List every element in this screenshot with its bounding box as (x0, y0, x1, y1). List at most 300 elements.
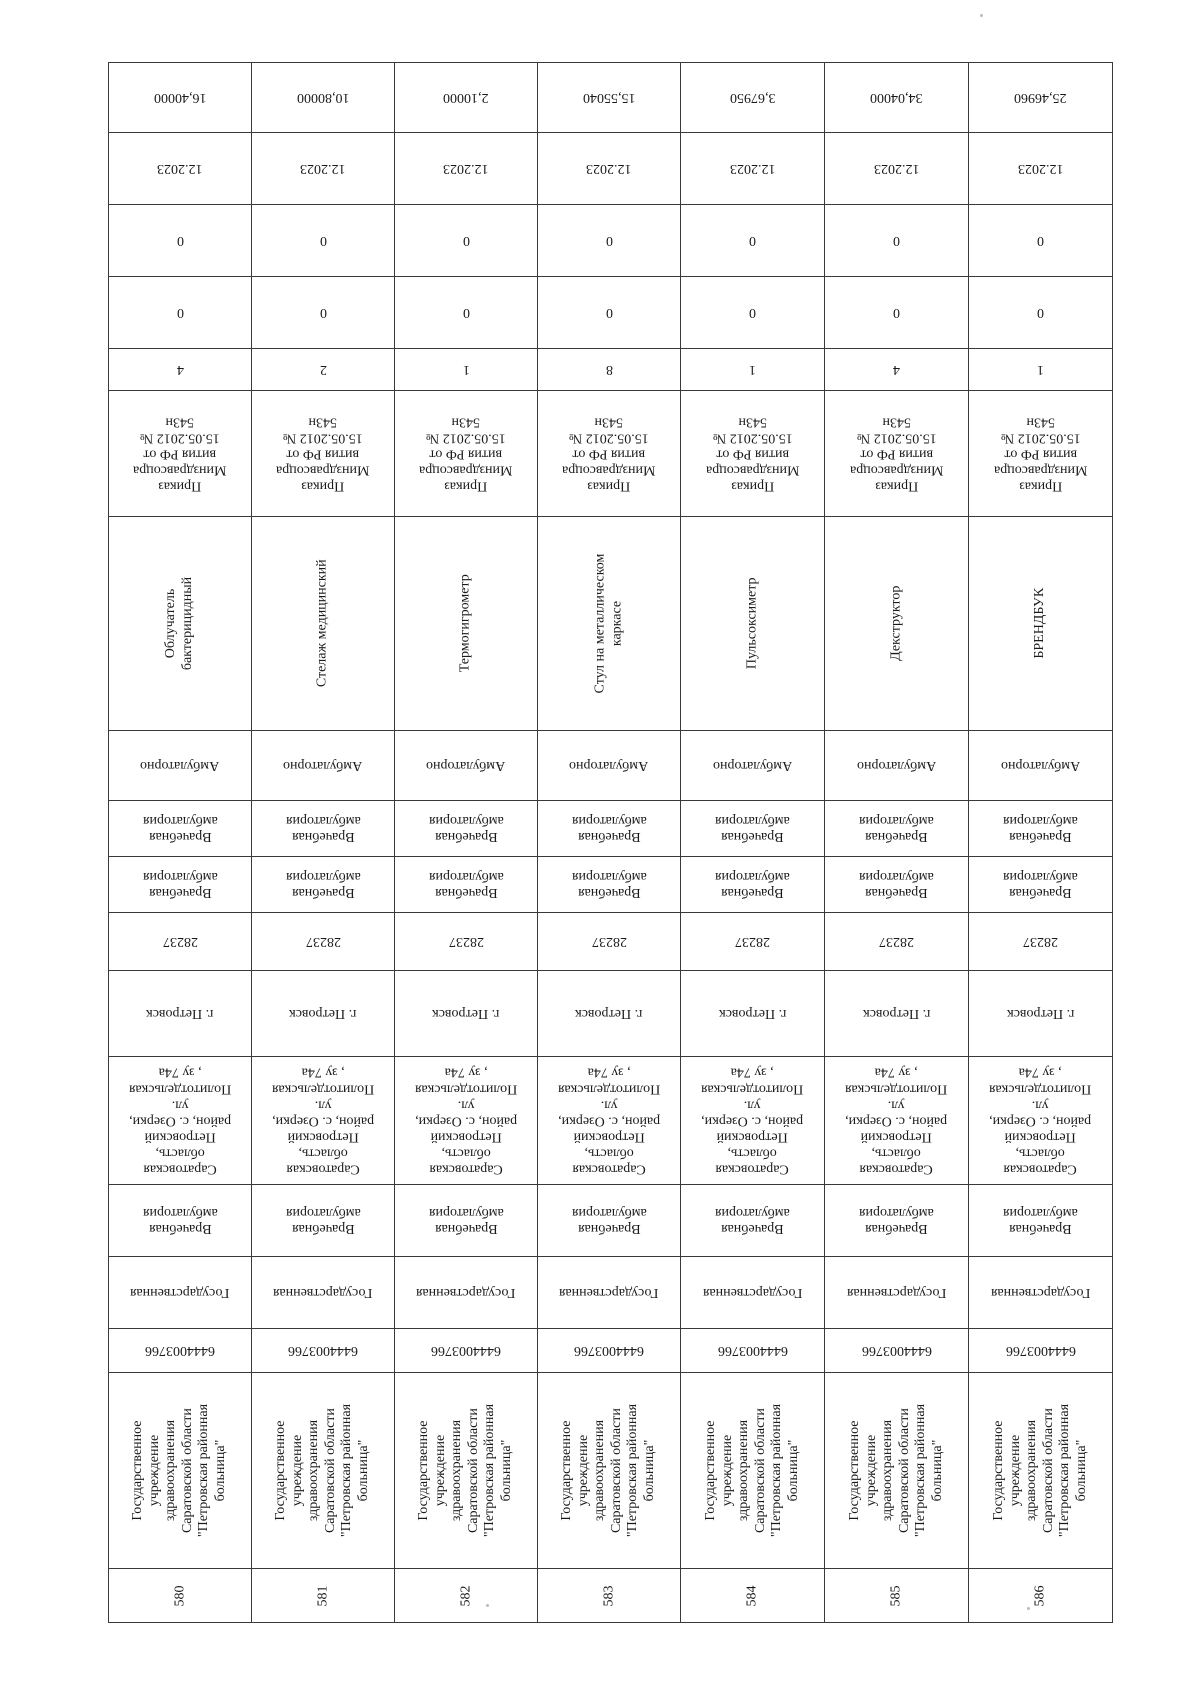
cell-text (893, 361, 900, 377)
cell-text (273, 1284, 372, 1300)
text-line: г. Петровск (862, 1006, 931, 1022)
text-line: Врачебная (291, 1221, 355, 1237)
text-line: "Петровская районная (1057, 1403, 1073, 1538)
cell-legal-basis (538, 391, 681, 517)
text-line: Врачебная (291, 885, 355, 901)
cell-text (845, 1064, 947, 1177)
cell-text (718, 1342, 788, 1358)
cell-text (859, 868, 934, 900)
text-line: амбулатория (1003, 1205, 1078, 1221)
cell-text (735, 933, 770, 949)
cell-quantity (252, 349, 395, 391)
text-line: Врачебная (1009, 829, 1072, 845)
cell-zero-a (395, 205, 538, 277)
cell-text (715, 868, 790, 900)
text-line: вития РФ от (429, 446, 503, 462)
text-line: больница" (785, 1439, 801, 1502)
text-line: 543н (308, 414, 338, 430)
text-line: Петровский (144, 1129, 216, 1145)
cell-text (592, 933, 627, 949)
text-line: 2 (319, 362, 327, 378)
text-line: Амбулаторно (856, 758, 937, 774)
text-line: г. Петровск (718, 1006, 787, 1022)
text-line: Врачебная (1009, 1221, 1072, 1237)
cell-zero-b (681, 277, 825, 349)
text-line: Государственная (273, 1285, 373, 1301)
cell-organization (538, 1373, 681, 1569)
cell-text (297, 89, 350, 105)
text-line: 586 (1032, 1585, 1048, 1606)
cell-text (458, 1585, 474, 1606)
cell-subdivision-c (825, 1185, 969, 1257)
text-line: 28237 (305, 934, 341, 950)
text-line: учреждение (863, 1434, 879, 1507)
table-row (109, 913, 1113, 971)
cell-text (1037, 304, 1044, 320)
text-line: г. Петровск (1006, 1006, 1075, 1022)
cell-postal-code (538, 913, 681, 971)
text-line: Врачебная (577, 885, 641, 901)
text-line: Государственная (416, 1285, 516, 1301)
text-line: район, с. Озерки, (414, 1113, 518, 1129)
cell-inn (109, 1329, 252, 1373)
text-line: 28237 (1023, 934, 1058, 950)
cell-ownership (109, 1257, 252, 1329)
cell-text (416, 1404, 515, 1537)
text-line: 0 (462, 305, 470, 321)
text-line: Амбулаторно (426, 758, 506, 774)
cell-equipment-name (825, 517, 969, 731)
text-line: 0 (893, 233, 900, 249)
text-line: 1 (749, 362, 756, 378)
cell-subdivision-c (681, 1185, 825, 1257)
cell-text (575, 1005, 642, 1021)
cell-text (874, 160, 920, 176)
cell-text (713, 757, 792, 773)
text-line: Приказ (1019, 478, 1062, 494)
cell-text (1023, 933, 1058, 949)
text-line: 15.05.2012 № (140, 430, 220, 446)
cell-text (163, 577, 196, 670)
cell-period (681, 133, 825, 205)
cell-text (463, 232, 470, 248)
cell-subdivision-b (538, 857, 681, 913)
text-line: здравоохранения (163, 1419, 179, 1522)
cell-ownership (969, 1257, 1113, 1329)
cell-subdivision-a (252, 801, 395, 857)
cell-text (429, 1204, 504, 1236)
cell-text (419, 413, 513, 493)
table-row (109, 517, 1113, 731)
cell-text (559, 1284, 658, 1300)
cell-text (143, 1204, 218, 1236)
cell-care-condition (395, 731, 538, 801)
text-line: 15.05.2012 № (569, 430, 649, 446)
text-line: амбулатория (285, 869, 361, 885)
text-line: здравоохранения (735, 1419, 751, 1522)
cell-text (847, 1404, 946, 1537)
text-line: Врачебная (291, 829, 355, 845)
text-line: учреждение (289, 1434, 305, 1507)
text-line: Амбулаторно (1000, 758, 1081, 774)
cell-text (749, 304, 756, 320)
cell-text (415, 1064, 517, 1177)
text-line: 0 (1037, 305, 1044, 321)
text-line: Саратовская (859, 1161, 934, 1177)
cell-text (272, 1064, 374, 1177)
text-line: ул. (888, 1097, 905, 1113)
text-line: 12.2023 (300, 161, 346, 177)
text-line: ул. (1032, 1097, 1049, 1113)
cell-text (458, 575, 475, 673)
text-line: Саратовской области (1040, 1408, 1056, 1533)
text-line: Государственное (846, 1420, 862, 1521)
cell-text (715, 1204, 790, 1236)
cell-text (289, 1005, 356, 1021)
text-line: Врачебная (148, 885, 212, 901)
text-line: Государственная (846, 1285, 947, 1301)
text-line: амбулатория (428, 869, 504, 885)
text-line: 0 (749, 305, 756, 321)
text-line: "Петровская районная (196, 1403, 212, 1538)
cell-text (1001, 757, 1080, 773)
text-line: Врачебная (1009, 885, 1072, 901)
text-line: 2,10000 (443, 90, 489, 106)
text-line: район, с. Озерки, (701, 1113, 804, 1129)
text-line: Саратовской области (752, 1408, 768, 1533)
text-line: 580 (172, 1585, 187, 1606)
text-line: Стелаж медицинский (314, 559, 330, 688)
text-line: Петровский (573, 1129, 645, 1145)
cell-text (288, 1342, 358, 1358)
cell-address (538, 1057, 681, 1185)
cell-zero-b (252, 277, 395, 349)
text-line: Саратовская (286, 1161, 360, 1177)
cell-postal-code (969, 913, 1113, 971)
text-line: 543н (165, 414, 195, 430)
cell-zero-b (538, 277, 681, 349)
cell-text (300, 160, 346, 176)
cell-text (572, 1204, 647, 1236)
text-line: 28237 (448, 934, 484, 950)
text-line: амбулатория (859, 1205, 934, 1221)
text-line: Минздравсоцра (705, 462, 800, 478)
cell-text (572, 868, 647, 900)
text-line: 582 (458, 1585, 473, 1606)
cell-ownership (681, 1257, 825, 1329)
text-line: больница" (499, 1439, 515, 1502)
text-line: Саратовская (1003, 1161, 1078, 1177)
text-line: учреждение (432, 1434, 448, 1507)
text-line: , зу 74а (875, 1065, 918, 1081)
text-line: Минздравсоцра (133, 462, 227, 478)
text-line: Политотдельская (128, 1081, 232, 1097)
cell-text (606, 361, 613, 377)
text-line: Врачебная (865, 885, 928, 901)
cell-text (1006, 1342, 1076, 1358)
cell-care-condition (681, 731, 825, 801)
text-line: Саратовской области (179, 1408, 195, 1533)
text-line: 0 (176, 305, 184, 321)
cell-subdivision-c (252, 1185, 395, 1257)
cell-text (154, 89, 207, 105)
text-line: вития РФ от (572, 446, 646, 462)
cell-text (715, 812, 790, 844)
cell-inn (825, 1329, 969, 1373)
cell-equipment-name (252, 517, 395, 731)
cell-postal-code (681, 913, 825, 971)
cell-text (730, 160, 776, 176)
text-line: г. Петровск (289, 1006, 357, 1022)
text-line: Государственное (273, 1420, 289, 1521)
text-line: 8 (605, 362, 613, 378)
cell-postal-code (252, 913, 395, 971)
text-line: амбулатория (142, 813, 218, 829)
cell-inn (681, 1329, 825, 1373)
text-line: вития РФ от (860, 446, 933, 462)
text-line: здравоохранения (879, 1419, 895, 1522)
cell-text (320, 304, 327, 320)
text-line: Петровский (1004, 1129, 1077, 1145)
text-line: здравоохранения (449, 1419, 465, 1522)
text-line: амбулатория (715, 1205, 790, 1221)
text-line: "Петровская районная (482, 1403, 498, 1538)
cell-amount (825, 63, 969, 133)
table-row (109, 1185, 1113, 1257)
cell-ownership (395, 1257, 538, 1329)
text-line: Саратовской области (465, 1408, 481, 1533)
text-line: амбулатория (142, 869, 218, 885)
cell-text (1037, 232, 1044, 248)
text-line: амбулатория (571, 869, 647, 885)
text-line: 12.2023 (1017, 161, 1064, 177)
text-line: , зу 74а (301, 1065, 345, 1081)
text-line: каркасе (609, 600, 624, 647)
cell-text (1014, 89, 1067, 105)
text-line: Государственная (702, 1285, 803, 1301)
cell-text (859, 812, 934, 844)
text-line: Государственное (416, 1420, 432, 1521)
text-line: вития РФ от (716, 446, 789, 462)
text-line: амбулатория (715, 869, 790, 885)
cell-text (879, 933, 914, 949)
cell-organization (681, 1373, 825, 1569)
text-line: 0 (176, 233, 184, 249)
text-line: Амбулаторно (283, 758, 363, 774)
table-row (109, 1257, 1113, 1329)
text-line: 6444003766 (431, 1343, 501, 1359)
cell-text (286, 812, 361, 844)
cell-text (130, 1284, 229, 1300)
cell-subdivision-a (395, 801, 538, 857)
text-line: район, с. Озерки, (271, 1113, 375, 1129)
text-line: область, (441, 1145, 491, 1161)
cell-text (559, 1404, 658, 1537)
text-line: амбулатория (715, 813, 790, 829)
text-line: Врачебная (148, 829, 212, 845)
text-line: Приказ (875, 478, 918, 494)
cell-text (857, 757, 936, 773)
cell-inn (395, 1329, 538, 1373)
text-line: Государственная (990, 1285, 1091, 1301)
text-line: Государственная (130, 1285, 230, 1301)
text-line: 6444003766 (288, 1343, 358, 1359)
cell-equipment-name (109, 517, 252, 731)
text-line: Врачебная (865, 1221, 928, 1237)
cell-text (893, 304, 900, 320)
cell-text (320, 361, 327, 377)
cell-text (315, 1585, 331, 1606)
cell-care-condition (969, 731, 1113, 801)
text-line: область, (871, 1145, 922, 1161)
text-line: Приказ (301, 478, 345, 494)
cell-organization (252, 1373, 395, 1569)
cell-text (429, 868, 504, 900)
text-line: Минздравсоцра (562, 462, 656, 478)
cell-legal-basis (252, 391, 395, 517)
cell-text (157, 160, 203, 176)
cell-quantity (109, 349, 252, 391)
text-line: Политотдельская (701, 1081, 804, 1097)
cell-text (1003, 1204, 1078, 1236)
text-line: амбулатория (859, 869, 934, 885)
text-line: 12.2023 (443, 161, 489, 177)
cell-text (1018, 160, 1064, 176)
cell-text (146, 1005, 213, 1021)
text-line: амбулатория (428, 813, 504, 829)
text-line: область, (727, 1145, 778, 1161)
text-line: вития РФ от (1004, 446, 1077, 462)
cell-zero-a (969, 205, 1113, 277)
table-row (109, 391, 1113, 517)
cell-text (1007, 1005, 1074, 1021)
cell-text (1032, 588, 1049, 659)
text-line: Врачебная (721, 1221, 784, 1237)
cell-text (283, 757, 362, 773)
text-line: Саратовская (572, 1161, 646, 1177)
text-line: г. Петровск (575, 1006, 643, 1022)
cell-legal-basis (969, 391, 1113, 517)
cell-text (129, 1064, 231, 1177)
cell-text (863, 1005, 930, 1021)
cell-text (443, 160, 489, 176)
text-line: Петровский (716, 1129, 789, 1145)
table-row (109, 277, 1113, 349)
cell-address (969, 1057, 1113, 1185)
cell-row-number (395, 1569, 538, 1623)
text-line: Государственное (990, 1420, 1006, 1521)
cell-text (701, 1064, 803, 1177)
table-row (109, 1569, 1113, 1623)
text-line: Приказ (587, 478, 631, 494)
text-line: Облучатель (163, 588, 179, 659)
cell-city (825, 971, 969, 1057)
text-line: г. Петровск (146, 1006, 214, 1022)
table-row (109, 971, 1113, 1057)
text-line: БРЕНДБУК (1032, 588, 1048, 659)
cell-care-condition (252, 731, 395, 801)
cell-city (109, 971, 252, 1057)
text-line: , зу 74а (444, 1065, 488, 1081)
text-line: 0 (319, 233, 327, 249)
text-line: Врачебная (434, 885, 498, 901)
text-line: Саратовская (715, 1161, 790, 1177)
cell-text (429, 812, 504, 844)
text-line: Приказ (158, 478, 202, 494)
text-line: район, с. Озерки, (845, 1113, 948, 1129)
text-line: Политотдельская (845, 1081, 948, 1097)
cell-text (744, 578, 761, 670)
cell-text (306, 933, 341, 949)
text-line: 3,67950 (729, 90, 776, 106)
text-line: 0 (1037, 233, 1044, 249)
cell-text (703, 1404, 802, 1537)
cell-organization (109, 1373, 252, 1569)
cell-address (681, 1057, 825, 1185)
cell-quantity (825, 349, 969, 391)
text-line: Саратовская (143, 1161, 217, 1177)
text-line: 4 (176, 362, 184, 378)
text-line: 0 (319, 305, 327, 321)
table-row (109, 133, 1113, 205)
cell-quantity (681, 349, 825, 391)
text-line: 12.2023 (586, 161, 632, 177)
cell-subdivision-c (109, 1185, 252, 1257)
text-line: амбулатория (142, 1205, 218, 1221)
text-line: больница" (929, 1439, 945, 1502)
cell-text (586, 160, 632, 176)
text-line: Петровский (430, 1129, 502, 1145)
text-line: ул. (600, 1097, 618, 1113)
text-line: область, (1015, 1145, 1066, 1161)
text-line: вития РФ от (286, 446, 360, 462)
text-line: 6444003766 (717, 1343, 788, 1359)
cell-address (825, 1057, 969, 1185)
cell-text (416, 1284, 515, 1300)
text-line: 15.05.2012 № (856, 430, 937, 446)
cell-address (252, 1057, 395, 1185)
table-row (109, 731, 1113, 801)
cell-ownership (538, 1257, 681, 1329)
text-line: 585 (888, 1585, 904, 1606)
cell-text (730, 89, 776, 105)
cell-text (870, 89, 923, 105)
cell-legal-basis (395, 391, 538, 517)
cell-text (749, 232, 756, 248)
text-line: больница" (642, 1439, 658, 1502)
text-line: 581 (315, 1585, 330, 1606)
cell-legal-basis (825, 391, 969, 517)
text-line: Термогигрометр (457, 574, 473, 673)
table-row (109, 1373, 1113, 1569)
text-line: амбулатория (1003, 869, 1078, 885)
cell-subdivision-a (969, 801, 1113, 857)
text-line: 543н (1026, 414, 1055, 430)
text-line: Государственная (559, 1285, 659, 1301)
cell-subdivision-b (825, 857, 969, 913)
text-line: Декструктор (888, 585, 904, 662)
cell-period (252, 133, 395, 205)
text-line: 584 (744, 1585, 760, 1606)
text-line: Саратовской области (896, 1408, 912, 1533)
text-line: г. Петровск (432, 1006, 500, 1022)
cell-text (143, 868, 218, 900)
text-line: 543н (451, 414, 481, 430)
cell-text (1033, 1585, 1049, 1606)
text-line: амбулатория (571, 813, 647, 829)
text-line: 583 (601, 1585, 616, 1606)
text-line: Приказ (731, 478, 774, 494)
